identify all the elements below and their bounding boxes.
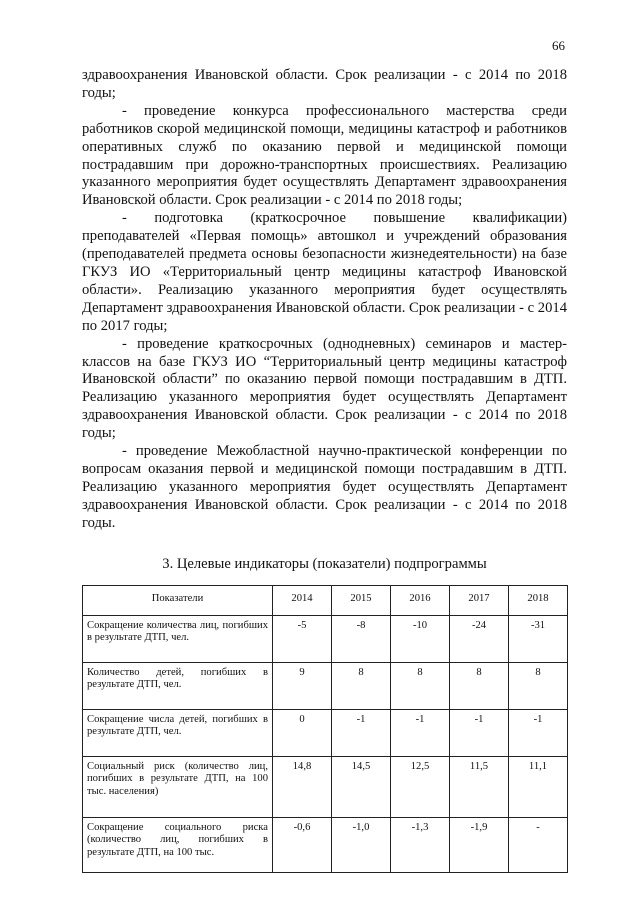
section-title: 3. Целевые индикаторы (показатели) подпрограммы — [162, 556, 487, 572]
header-indicators: Показатели — [83, 586, 273, 616]
indicators-table — [82, 585, 568, 873]
cell-value: -5 — [273, 615, 332, 662]
cell-value: 14,8 — [273, 756, 332, 817]
paragraph: - проведение Межобластной научно-практической конференции по вопросам оказания первой и медицинской помощи пострадавшим в ДТП. Реализацию указанного мероприятия будет осуществлять Департамент здравоохранения Ивановской области. Срок реализации - с 2014 по 2018 годы. — [82, 443, 567, 531]
row-label: Сокращение количества лиц, погибших в результате ДТП, чел. — [83, 615, 273, 662]
table-row — [83, 756, 568, 817]
cell-value: 8 — [509, 662, 568, 709]
cell-value: -1,9 — [450, 817, 509, 872]
cell-value: 8 — [332, 662, 391, 709]
table-row — [83, 817, 568, 872]
body-text — [82, 67, 567, 533]
cell-value: 12,5 — [391, 756, 450, 817]
cell-value: -1,0 — [332, 817, 391, 872]
cell-value: 9 — [273, 662, 332, 709]
paragraph: - проведение конкурса профессионального мастерства среди работников скорой медицинской помощи, медицины катастроф и работников оперативных служб по оказанию первой и медицинской помощи пострадавшим при дорожно-транспортных происшествиях. Реализацию указанного мероприятия будет осуществлять Департамент здравоохранения Ивановской области. Срок реализации - с 2014 по 2018 годы; — [82, 102, 567, 209]
cell-value: 8 — [391, 662, 450, 709]
row-label: Количество детей, погибших в результате ДТП, чел. — [83, 662, 273, 709]
cell-value: -24 — [450, 615, 509, 662]
row-label: Сокращение числа детей, погибших в результате ДТП, чел. — [83, 709, 273, 756]
cell-value: -0,6 — [273, 817, 332, 872]
header-year: 2015 — [332, 586, 391, 616]
cell-value: 8 — [450, 662, 509, 709]
cell-value: -1 — [509, 709, 568, 756]
table-row — [83, 615, 568, 662]
table-row — [83, 709, 568, 756]
cell-value: - — [509, 817, 568, 872]
cell-value: -1 — [332, 709, 391, 756]
row-label: Социальный риск (количество лиц, погибших в результате ДТП, на 100 тыс. населения) — [83, 756, 273, 817]
table-header-row — [83, 586, 568, 616]
header-year: 2018 — [509, 586, 568, 616]
cell-value: 11,1 — [509, 756, 568, 817]
cell-value: 14,5 — [332, 756, 391, 817]
cell-value: -1 — [450, 709, 509, 756]
cell-value: 0 — [273, 709, 332, 756]
cell-value: -1,3 — [391, 817, 450, 872]
page-number: 66 — [552, 38, 565, 53]
header-year: 2016 — [391, 586, 450, 616]
cell-value: -31 — [509, 615, 568, 662]
cell-value: -1 — [391, 709, 450, 756]
row-label: Сокращение социального риска (количество лиц, погибших в результате ДТП, на 100 тыс. — [83, 817, 273, 872]
table-row — [83, 662, 568, 709]
cell-value: -10 — [391, 615, 450, 662]
header-year: 2014 — [273, 586, 332, 616]
paragraph: здравоохранения Ивановской области. Срок реализации - с 2014 по 2018 годы; — [82, 67, 567, 101]
cell-value: -8 — [332, 615, 391, 662]
paragraph: - проведение краткосрочных (однодневных) семинаров и мастер-классов на базе ГКУЗ ИО “Территориальный центр медицины катастроф Ивановской области” по оказанию первой помощи пострадавшим в ДТП. Реализацию указанного мероприятия будет осуществлять Департамент здравоохранения Ивановской области. Срок реализации - с 2014 по 2018 годы; — [82, 335, 567, 442]
paragraph: - подготовка (краткосрочное повышение квалификации) преподавателей «Первая помощь» автошкол и учреждений образования (преподавателей предмета основы безопасности жизнедеятельности) на базе ГКУЗ ИО «Территориальный центр медицины катастроф Ивановской области». Реализацию указанного мероприятия будет осуществлять Департамент здравоохранения Ивановской области. Срок реализации - с 2014 по 2017 годы; — [82, 210, 567, 334]
cell-value: 11,5 — [450, 756, 509, 817]
header-year: 2017 — [450, 586, 509, 616]
